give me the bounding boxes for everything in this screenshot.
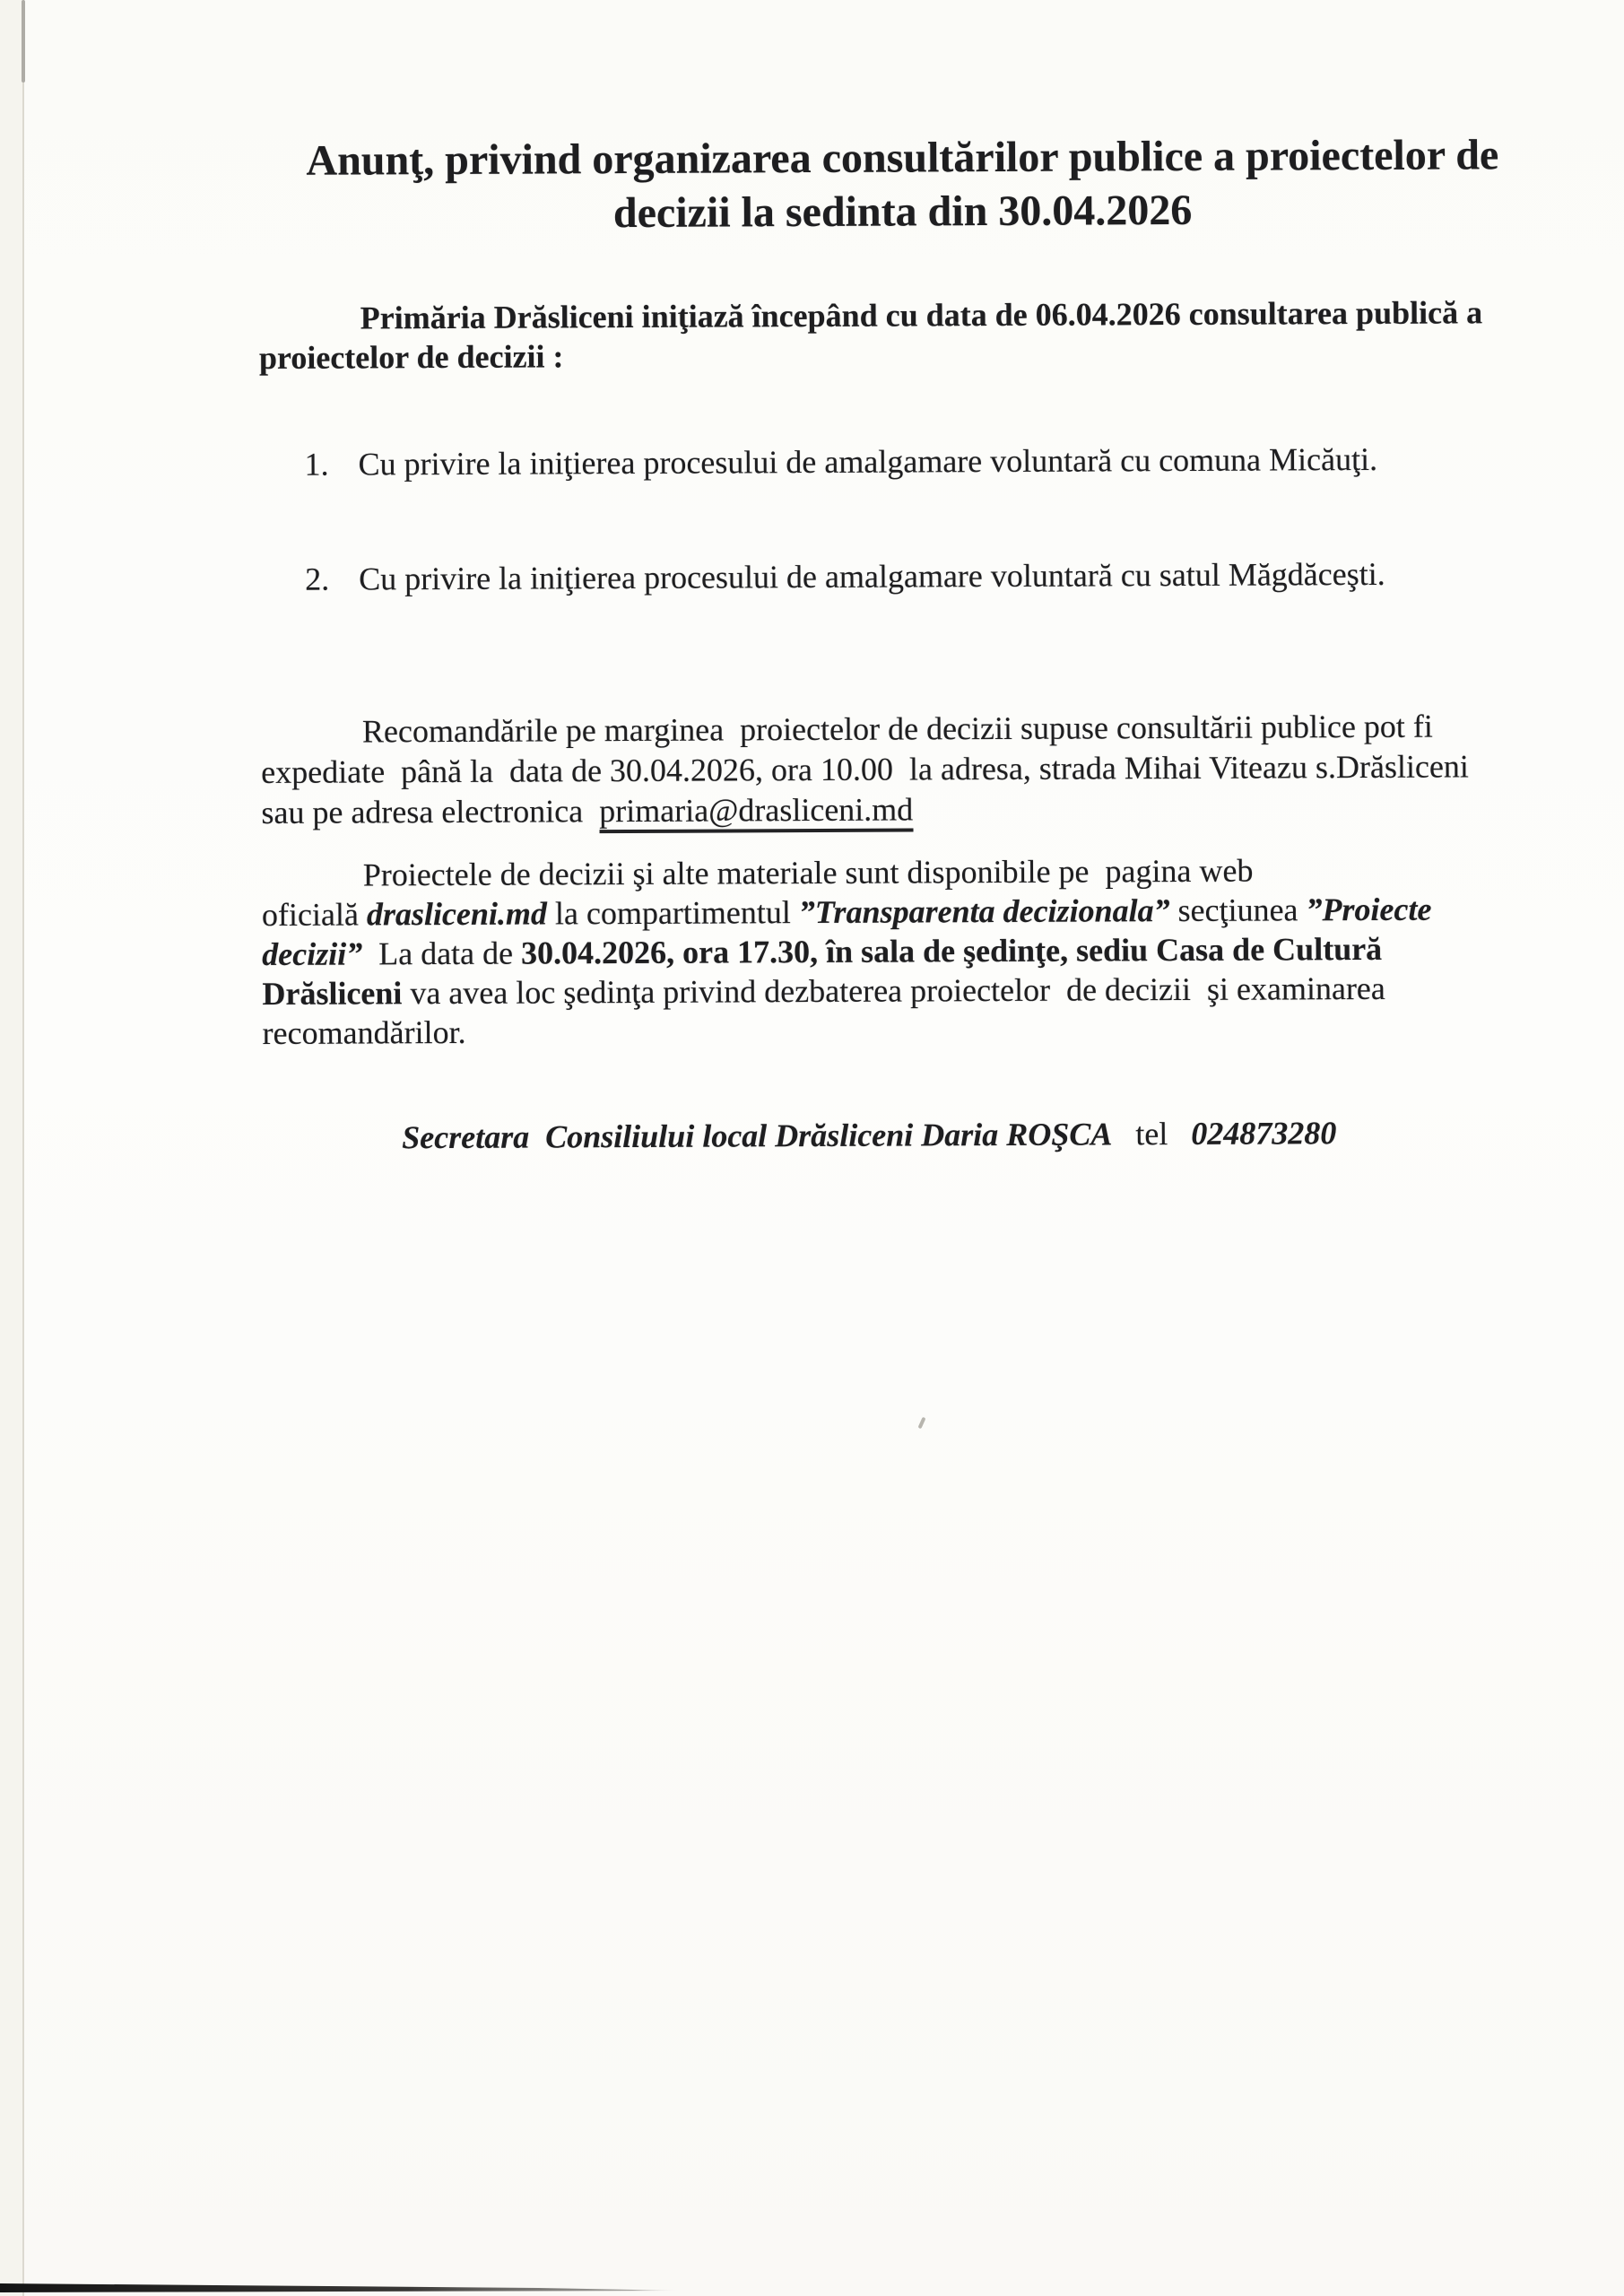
signature-tel-label: tel: [1135, 1116, 1168, 1152]
recommendations-paragraph: [261, 706, 1469, 833]
list-item-1-number: 1.: [304, 446, 329, 483]
intro-paragraph: [259, 292, 1483, 378]
scan-bottom-artifact-line: [0, 2269, 1624, 2296]
section-projects-part1: ”Proiecte: [1306, 891, 1432, 928]
website-name: drasliceni.md: [366, 895, 548, 933]
availability-line-1: Proiectele de decizii şi alte materiale sunt disponibile pe pagina web: [362, 852, 1254, 893]
title-line-2: decizii la sedinta din 30.04.2026: [612, 186, 1193, 238]
recommendations-line-2: expediate până la data de 30.04.2026, ora 10.00 la adresa, strada Mihai Viteazu s.Drăsliceni: [261, 748, 1469, 790]
document-title: [185, 128, 1621, 243]
email-link: primaria@drasliceni.md: [599, 791, 913, 833]
signature-tel-number: 024873280: [1191, 1115, 1337, 1152]
availability-text: va avea loc şedinţa privind dezbaterea proiectelor de decizii şi examinarea: [402, 970, 1385, 1012]
list-item-2: [305, 554, 1385, 599]
intro-line-2: proiectelor de decizii :: [258, 338, 564, 377]
availability-text: oficială: [261, 896, 368, 933]
intro-line-1: Primăria Drăsliceni iniţiază începând cu data de 06.04.2026 consultarea publică a: [360, 294, 1483, 336]
availability-line-4: [262, 969, 1432, 1013]
availability-paragraph: [262, 850, 1433, 1053]
availability-line-3: [262, 929, 1432, 974]
recommendations-line-3: [261, 787, 1469, 833]
signature-line: [353, 1074, 1337, 1196]
title-line-1: Anunţ, privind organizarea consultărilor publice a proiectelor de: [306, 131, 1499, 185]
section-projects-part2: decizii”: [262, 935, 363, 972]
availability-text: La data de: [362, 935, 522, 972]
signature-role-and-name: Secretara Consiliului local Drăsliceni Daria ROŞCA: [402, 1116, 1113, 1156]
section-transparency: ”Transparenta decizionala”: [798, 892, 1170, 931]
list-item-2-text: Cu privire la iniţierea procesului de amalgamare voluntară cu satul Măgdăceşti.: [359, 555, 1385, 597]
list-item-1-text: Cu privire la iniţierea procesului de amalgamare voluntară cu comuna Micăuţi.: [358, 440, 1378, 483]
meeting-date-place: 30.04.2026, ora 17.30, în sala de şedinţe, sediu Casa de Cultură: [520, 930, 1383, 971]
list-item-1: [304, 439, 1377, 484]
availability-text: secţiunea: [1169, 891, 1307, 929]
list-item-2-number: 2.: [305, 561, 330, 597]
recommendations-line-1: Recomandările pe marginea proiectelor de decizii supuse consultării publice pot fi: [361, 708, 1433, 750]
availability-line-5: recomandărilor.: [262, 1013, 466, 1051]
availability-text: la compartimentul: [546, 894, 799, 932]
availability-line-2: [262, 890, 1432, 935]
meeting-place-part2: Drăsliceni: [262, 975, 403, 1012]
recommendations-line-3-text: sau pe adresa electronica: [261, 793, 600, 831]
